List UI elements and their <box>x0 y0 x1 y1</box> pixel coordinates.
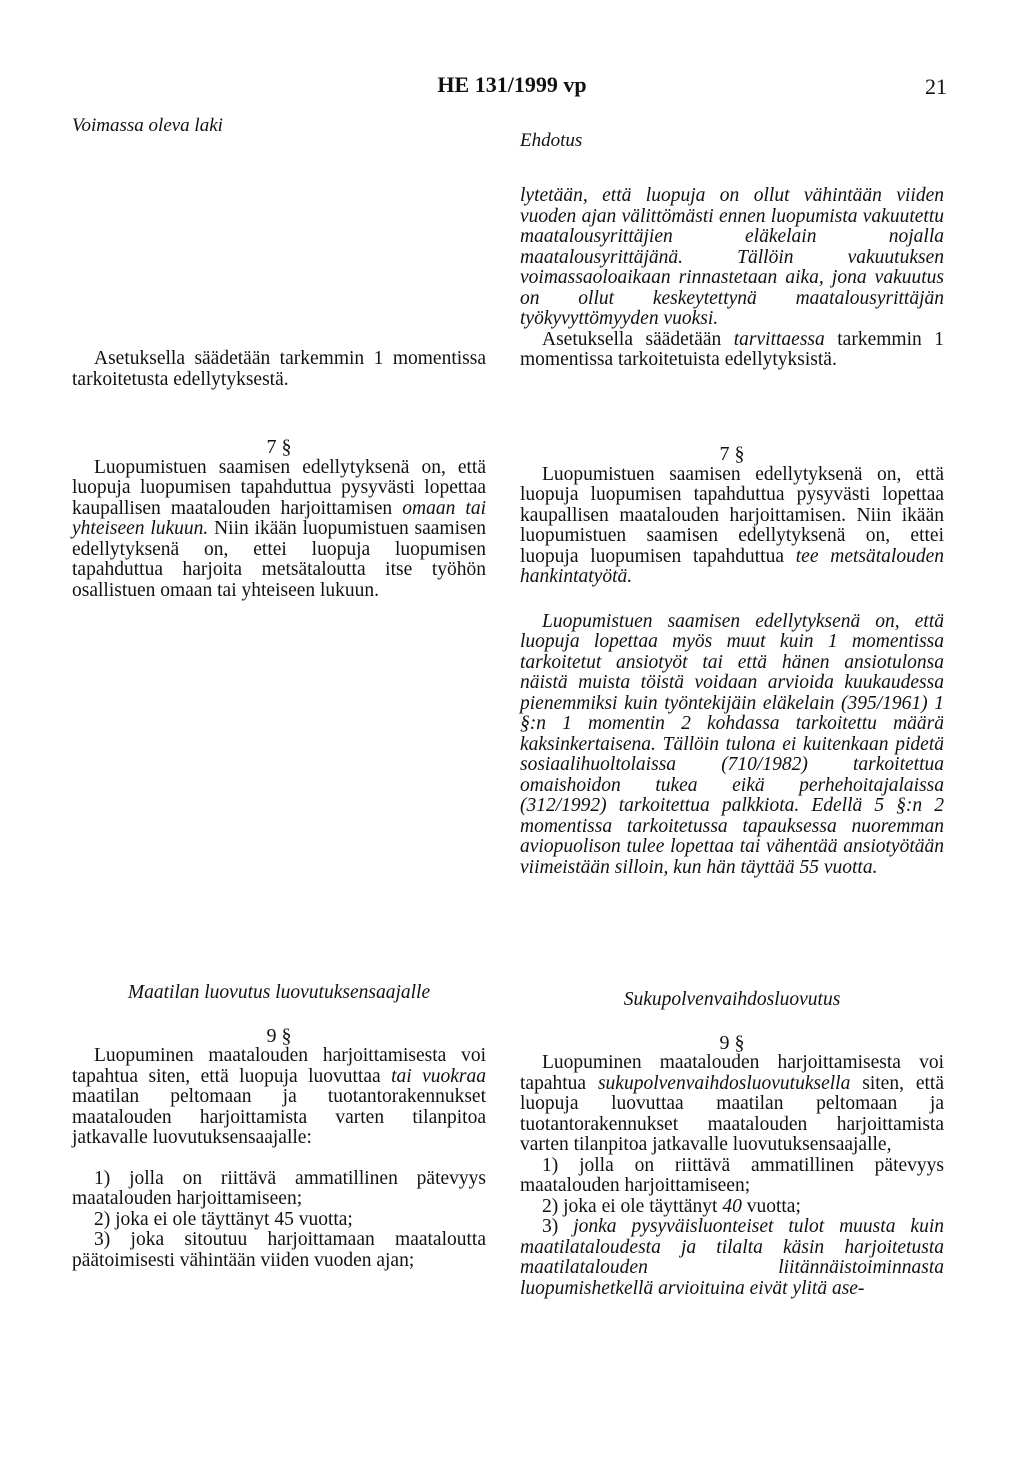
left-paragraph-asetus: Asetuksella säädetään tarkemmin 1 momentissa tarkoitetusta edellytyksestä. <box>72 348 486 390</box>
right-section-7: 7 § <box>719 443 745 465</box>
left-list-item-2: 2) joka ei ole täyttänyt 45 vuotta; <box>94 1208 353 1230</box>
right-paragraph-9: Luopuminen maatalouden harjoittamisesta voi tapahtua sukupolvenvaihdosluovutuksella siten, että luopuja luovuttaa maatilan peltomaan ja tuotantorakennukset maatalouden harjoittamista varten tilanpitoa jatkavalle luovutuksensaajalle, <box>520 1052 944 1155</box>
left-section-title-9: Maatilan luovutus luovutuksensaajalle <box>127 982 431 1003</box>
left-list-item-3: 3) joka sitoutuu harjoittamaan maataloutta päätoimisesti vähintään viiden vuoden ajan; <box>72 1229 486 1271</box>
left-column-block-2 <box>72 415 486 601</box>
right-section-9: 9 § <box>719 1031 745 1054</box>
right-paragraph-asetus: Asetuksella säädetään tarvittaessa tarkemmin 1 momentissa tarkoitetuista edellytyksistä. <box>520 328 944 370</box>
left-column-heading: Voimassa oleva laki <box>72 115 223 136</box>
page-number: 21 <box>925 74 947 99</box>
right-paragraph-7: Luopumistuen saamisen edellytyksenä on, että luopuja luopumisen tapahduttua pysyvästi lopettaa kaupallisen maatalouden harjoittamisen. Niin ikään luopumistuen saamisen edellytyksenä on, ettei luopuja luopumisen tapahduttua tee metsätalouden hankintatyötä. <box>520 463 944 587</box>
left-paragraph-9: Luopuminen maatalouden harjoittamisesta voi tapahtua siten, että luopuja luovuttaa tai vuokraa maatilan peltomaan ja tuotantorakennukset maatalouden harjoittamista varten tilanpitoa jatkavalle luovutuksensaajalle: <box>72 1045 486 1148</box>
left-paragraph-7: Luopumistuen saamisen edellytyksenä on, että luopuja luopumisen tapahduttua pysyvästi lopettaa kaupallisen maatalouden harjoittamisen omaan tai yhteiseen lukuun. Niin ikään luopumistuen saamisen edellytyksenä on, ettei luopuja luopumisen tapahduttua harjoita metsätaloutta itse työhön osallistuen omaan tai yhteiseen lukuun. <box>72 456 487 601</box>
right-list-item-1: 1) jolla on riittävä ammatillinen pätevyys maatalouden harjoittamiseen; <box>520 1154 944 1196</box>
right-section-title-9: Sukupolvenvaihdosluovutus <box>623 989 841 1010</box>
right-column-heading: Ehdotus <box>520 130 583 151</box>
right-paragraph-continuation: lytetään, että luopuja on ollut vähintään viiden vuoden ajan välittömästi ennen luopumista vakuutettu maatalousyrittäjien eläkelain nojalla maatalousyrittäjänä. Tällöin vakuutuksen voimassaoloaikaan rinnastetaan aika, jona vakuutus on ollut keskeytettynä maatalousyrittäjän työkyvyttömyyden vuoksi. <box>520 185 944 329</box>
right-column-block-1 <box>520 186 944 371</box>
left-column-block-3 <box>72 983 486 1271</box>
left-column-block-1 <box>72 349 486 390</box>
right-list-item-3: 3) jonka pysyväisluonteiset tulot muusta kuin maatilataloudesta ja tilalta käsin harjoitetusta maatilatalouden liitännäistoiminnasta luopumishetkellä arvioituina eivät ylitä ase- <box>520 1216 944 1299</box>
left-list-item-1: 1) jolla on riittävä ammatillinen pätevyys maatalouden harjoittamiseen; <box>72 1167 486 1209</box>
left-section-7: 7 § <box>266 436 292 458</box>
right-column-block-3 <box>520 990 944 1299</box>
right-column-block-2 <box>520 422 944 878</box>
right-paragraph-new-moment: Luopumistuen saamisen edellytyksenä on, että luopuja lopettaa myös muut kuin 1 momentissa tarkoitetut ansiotyöt tai että hänen ansiotulonsa näistä muista töistä voidaan arvioida kuukaudessa pienemmiksi kuin työntekijäin eläkelain (395/1961) 1 §:n 1 momentin 2 kohdassa tarkoitettu määrä kaksinkertaisena. Tällöin tulona ei kuitenkaan pidetä sosiaalihuoltolaissa (710/1982) tarkoitettua omaishoidon tukea eikä perhehoitajalaissa (312/1992) tarkoitettua palkkiota. Edellä 5 §:n 2 momentissa tarkoitetussa tapauksessa nuoremman aviopuolison tulee lopettaa tai vähentää ansiotyötään viimeistään silloin, kun hän täyttää 55 vuotta. <box>520 610 944 878</box>
right-list-item-2: 2) joka ei ole täyttänyt 40 vuotta; <box>542 1195 801 1217</box>
document-code: HE 131/1999 vp <box>437 72 587 97</box>
left-section-9: 9 § <box>266 1024 292 1047</box>
